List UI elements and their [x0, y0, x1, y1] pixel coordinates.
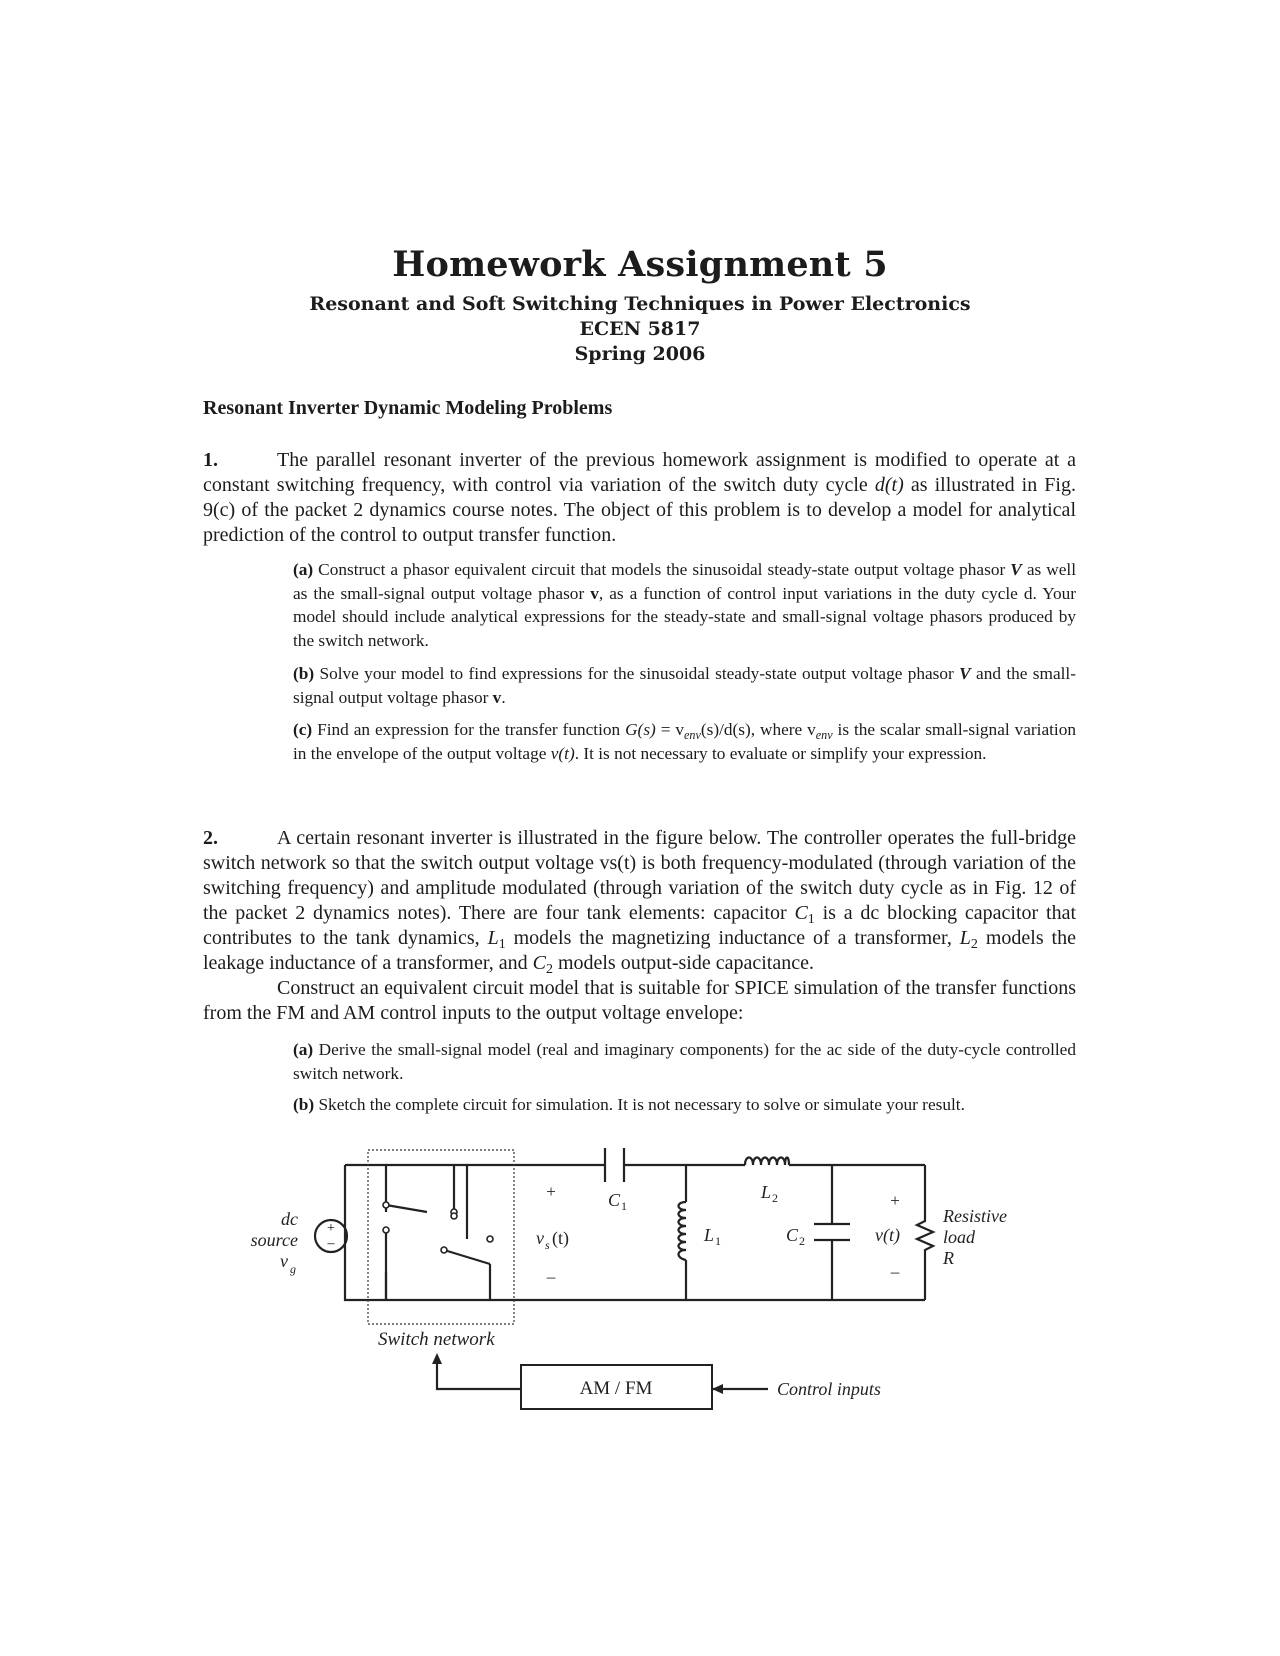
element-symbol: C — [794, 902, 808, 924]
page-title: Homework Assignment 5 — [392, 244, 888, 285]
phasor-v: v — [492, 687, 502, 707]
transfer-function: G(s) — [625, 720, 656, 739]
problem-2-text: models output-side capacitance. — [552, 952, 814, 974]
part-text: Find an expression for the transfer function — [312, 720, 626, 739]
problem-1-text: The parallel resonant inverter of the previous homework assignment is modified to operate at a constant switching frequency, with control via variation of the switch duty cycle — [203, 449, 1076, 496]
c1-label: C — [608, 1190, 621, 1210]
switch-contact — [487, 1236, 493, 1242]
switch-contact — [383, 1227, 389, 1233]
problem-2-text: Construct an equivalent circuit model that is suitable for SPICE simulation of the transfer functions from the FM and AM control inputs to the output voltage envelope: — [203, 977, 1076, 1024]
switch-contact — [441, 1247, 447, 1253]
element-symbol: C — [532, 952, 546, 974]
problem-2-number: 2. — [203, 827, 218, 849]
problem-1-number: 1. — [203, 449, 218, 471]
wire — [345, 1165, 386, 1199]
amfm-box — [521, 1365, 712, 1409]
element-subscript: 2 — [970, 937, 978, 952]
l1-label: L — [704, 1225, 715, 1245]
wire — [345, 1165, 513, 1300]
problem-2 — [203, 826, 1076, 1026]
c1-sub: 1 — [621, 1199, 627, 1213]
part-label: (c) — [293, 720, 313, 739]
vs-minus: – — [546, 1267, 556, 1286]
part-text: Derive the small-signal model (real and imaginary components) for the ac side of the duty-cycle controlled switch network. — [293, 1040, 1076, 1083]
load-label-3: R — [943, 1248, 954, 1268]
problem-2-part-b — [293, 1093, 1076, 1117]
problem-1-part-b — [293, 662, 1076, 709]
source-label-1: dc — [281, 1209, 298, 1229]
c2-label: C — [786, 1225, 799, 1245]
element-symbol: L — [959, 927, 971, 949]
inductor-l1 — [679, 1202, 687, 1260]
vs-sub: s — [545, 1238, 550, 1252]
control-inputs-label: Control inputs — [777, 1379, 881, 1399]
vout-plus: + — [890, 1191, 900, 1210]
part-label: (b) — [293, 664, 315, 683]
source-plus: + — [327, 1221, 335, 1236]
part-label: (b) — [293, 1095, 315, 1114]
source-minus: – — [327, 1236, 335, 1251]
problem-2-part-a — [293, 1038, 1076, 1085]
part-text: and the small-signal output voltage phasor — [293, 664, 1076, 707]
part-text: . It is not necessary to evaluate or simplify your expression. — [574, 743, 987, 763]
element-subscript: 2 — [545, 962, 553, 977]
vout-minus: – — [890, 1262, 900, 1281]
element-symbol: L — [487, 927, 499, 949]
phasor-V: V — [1010, 560, 1022, 579]
vs-arg: (t) — [552, 1228, 569, 1248]
l1-sub: 1 — [715, 1234, 721, 1248]
phasor-V: V — [959, 664, 971, 683]
phasor-v: v — [590, 583, 599, 603]
term: Spring 2006 — [574, 343, 706, 365]
subscript-env: env — [684, 728, 701, 742]
part-label: (a) — [293, 560, 314, 579]
inductor-l2 — [745, 1158, 789, 1166]
problem-1-var: d(t) — [874, 474, 904, 496]
problem-1-part-c — [293, 718, 1076, 765]
switch-network-label: Switch network — [378, 1329, 495, 1350]
switch-contact — [451, 1209, 457, 1215]
l2-label: L — [761, 1182, 772, 1202]
arrow-left-icon — [712, 1384, 723, 1394]
part-label: (a) — [293, 1040, 314, 1059]
vout-label: v(t) — [875, 1225, 900, 1245]
source-label-sub: g — [290, 1262, 296, 1276]
load-label-2: load — [943, 1227, 976, 1247]
subscript-env: env — [815, 728, 833, 742]
vs-label: v — [536, 1228, 544, 1248]
problem-1 — [203, 448, 1076, 548]
part-text: . — [501, 687, 506, 707]
source-label-2: source — [250, 1230, 298, 1250]
part-text: , as a function of control input variations in the duty cycle d. Your model should include analytical expressions for the steady-state and small-signal voltage phasors produced by the switch network. — [293, 583, 1076, 650]
switch-contact — [383, 1202, 389, 1208]
section-heading: Resonant Inverter Dynamic Modeling Problems — [203, 397, 613, 419]
switch-network-box — [368, 1150, 514, 1324]
problem-2-text: models the leakage inductance of a transformer, and — [203, 927, 1076, 974]
vs-plus: + — [546, 1182, 556, 1201]
switch-contact — [451, 1213, 457, 1219]
output-voltage: v(t) — [550, 743, 575, 763]
problem-1-text-cont: as illustrated in Fig. 9(c) of the packet 2 dynamics course notes. The object of this problem is to develop a model for analytical prediction of the control to output transfer function. — [203, 474, 1076, 546]
problem-2-text: is a dc blocking capacitor that contributes to the tank dynamics, — [203, 902, 1077, 949]
c2-sub: 2 — [799, 1234, 805, 1248]
problem-2-text: A certain resonant inverter is illustrated in the figure below. The controller operates the full-bridge switch network so that the switch output voltage vs(t) is both frequency-modulated (through variation of the switching frequency) and amplitude modulated (through variation of the switch duty cycle as in Fig. 12 of the packet 2 dynamics notes). There are four tank elements: capacitor — [203, 827, 1076, 924]
course-name: Resonant and Soft Switching Techniques in Power Electronics — [309, 293, 971, 315]
element-subscript: 1 — [807, 912, 815, 927]
arrow-up-icon — [432, 1353, 442, 1364]
problem-1-part-a — [293, 558, 1076, 652]
part-text: (s)/d(s), where v — [700, 720, 816, 739]
part-text: Sketch the complete circuit for simulation. It is not necessary to solve or simulate your result. — [314, 1095, 965, 1114]
amfm-label: AM / FM — [579, 1378, 653, 1399]
part-text: Solve your model to find expressions for the sinusoidal steady-state output voltage phasor — [314, 664, 960, 683]
problem-2-text: models the magnetizing inductance of a transformer, — [505, 927, 960, 949]
part-text: as well as the small-signal output voltage phasor — [293, 560, 1076, 603]
load-label-1: Resistive — [943, 1206, 1007, 1226]
part-text: is the scalar small-signal variation in the envelope of the output voltage — [293, 720, 1077, 763]
element-subscript: 1 — [498, 937, 506, 952]
l2-sub: 2 — [772, 1191, 778, 1205]
course-code: ECEN 5817 — [579, 318, 701, 340]
part-text: = v — [655, 720, 685, 739]
source-label-3: v — [280, 1251, 288, 1271]
part-text: Construct a phasor equivalent circuit that models the sinusoidal steady-state output voltage phasor — [313, 560, 1011, 579]
